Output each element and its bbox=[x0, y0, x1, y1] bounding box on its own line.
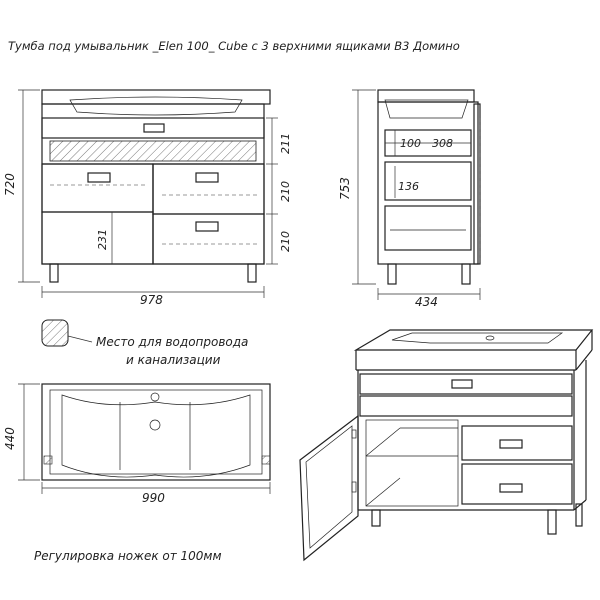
legend-line-1: Место для водопровода bbox=[96, 335, 249, 349]
drawer-dim-231: 231 bbox=[96, 229, 109, 250]
front-view bbox=[3, 90, 292, 307]
top-depth-label: 440 bbox=[3, 427, 17, 450]
footer-note: Регулировка ножек от 100мм bbox=[34, 549, 222, 563]
side-dim-136: 136 bbox=[398, 180, 419, 193]
isometric-view bbox=[300, 330, 592, 560]
top-width-label: 990 bbox=[142, 491, 165, 505]
legend bbox=[42, 320, 248, 367]
side-depth-label: 434 bbox=[415, 295, 438, 309]
drawing-title: Тумба под умывальник _Elen 100_ Cube с 3 верхними ящиками В3 Домино bbox=[8, 39, 460, 53]
drawer-dim-210-b: 210 bbox=[279, 231, 292, 252]
legend-line-2: и канализации bbox=[126, 353, 221, 367]
top-view bbox=[3, 384, 270, 505]
front-width-label: 978 bbox=[140, 293, 163, 307]
side-view bbox=[338, 90, 480, 309]
drawer-dim-211: 211 bbox=[279, 133, 292, 154]
side-dim-308: 308 bbox=[432, 137, 453, 150]
drawer-dim-210-a: 210 bbox=[279, 181, 292, 202]
side-dim-100: 100 bbox=[400, 137, 421, 150]
side-height-label: 753 bbox=[338, 177, 352, 200]
hatch-swatch bbox=[42, 320, 68, 346]
front-height-label: 720 bbox=[3, 173, 17, 196]
